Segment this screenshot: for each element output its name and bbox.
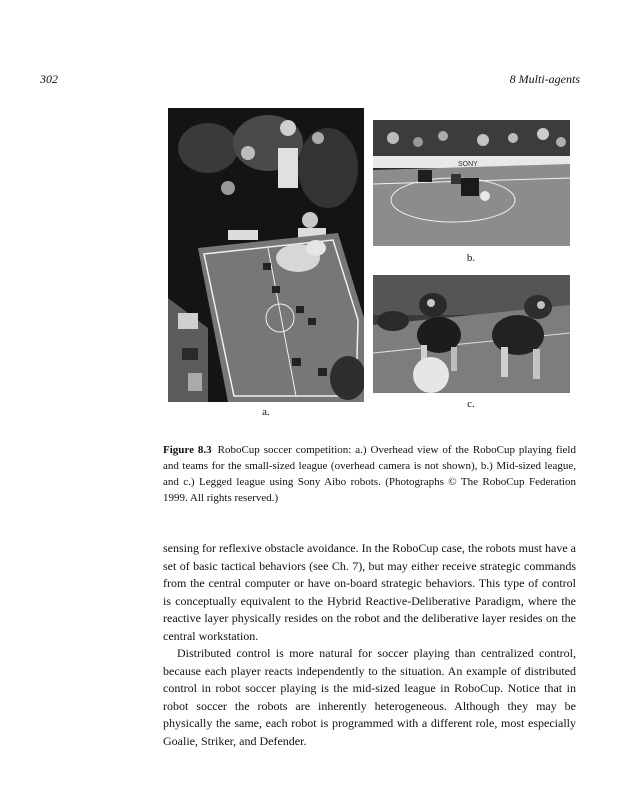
sony-banner-text: SONY [458, 161, 478, 168]
body-paragraph: Distributed control is more natural for soccer playing than centralized control, because each player reacts independently to the situation. An example of distributed control in robot soccer playing is the mid-sized league in RoboCup. Notice that in robot soccer the robots are inherently heterogeneous. Although they may be physically the same, each robot is programmed with a different role, most especially Goalie, Striker, and Defender. [163, 646, 576, 748]
page-number: 302 [40, 72, 58, 86]
panel-label-b: b. [466, 252, 476, 264]
figure-caption-label: Figure 8.3 [163, 444, 212, 456]
chapter-title: 8 Multi-agents [509, 72, 580, 86]
panel-label-a: a. [262, 406, 270, 418]
figure-caption-text: RoboCup soccer competition: a.) Overhead view of the RoboCup playing field and teams for the small-sized league (overhead camera is not shown), b.) Mid-sized league, and c.) Legged league using Sony Aibo robots. (Photographs © The RoboCup Federation 1999. All rights reserved.) [163, 444, 576, 504]
body-text [163, 540, 576, 750]
body-paragraph: sensing for reflexive obstacle avoidance. In the RoboCup case, the robots must have a set of basic tactical behaviors (see Ch. 7), but may either receive strategic commands from the central computer or have on-board strategic behaviors. This type of control is conceptually equivalent to the Hybrid Reactive-Deliberative Paradigm, where the reactive layer physically resides on the robot and the deliberative layer resides on the central workstation. [163, 541, 576, 643]
photo-legged-league [373, 275, 570, 393]
figure-caption [163, 442, 576, 506]
panel-label-c: c. [467, 398, 475, 410]
photo-small-league-overhead [168, 108, 364, 402]
running-head [40, 72, 580, 88]
photo-mid-league [373, 120, 570, 246]
